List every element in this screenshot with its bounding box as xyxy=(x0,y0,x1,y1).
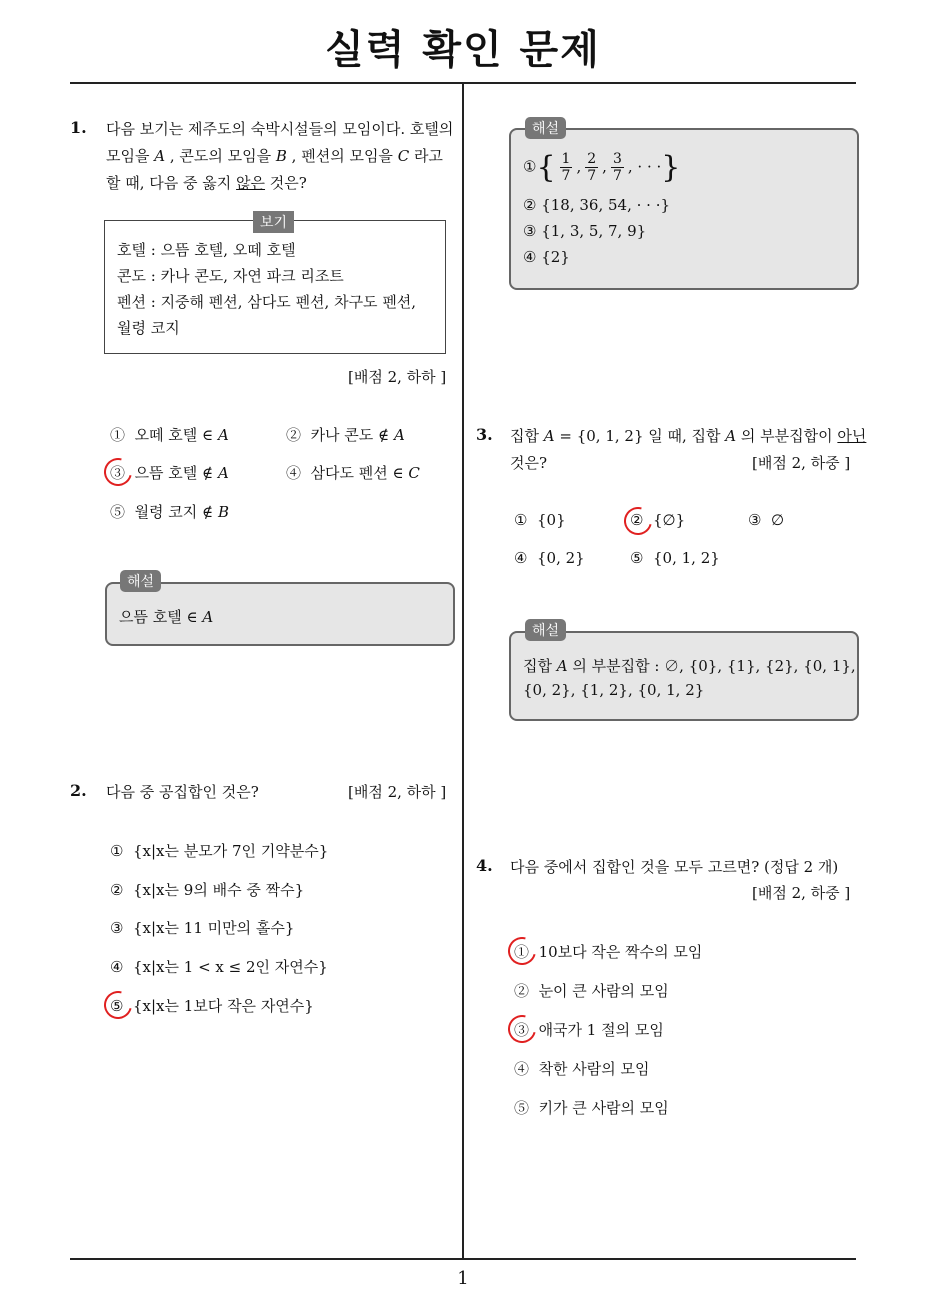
q3-solution-box xyxy=(509,631,859,721)
column-divider xyxy=(462,83,464,1259)
fraction: $\frac{3}{7}$ xyxy=(612,151,622,184)
q2-choice-2[interactable]: ② {x|x는 9의 배수 중 짝수} xyxy=(110,881,305,899)
q4-choice-5[interactable]: ⑤ 키가 큰 사람의 모임 xyxy=(514,1099,669,1117)
q4-choice-4[interactable]: ④ 착한 사람의 모임 xyxy=(514,1060,650,1078)
q2-solution-line2: ② {18, 36, 54, · · ·} xyxy=(523,196,671,214)
answer-mark-circle xyxy=(503,932,541,970)
q4-score: [배점 2, 하중 ] xyxy=(752,884,851,902)
q4-number: 4. xyxy=(476,856,493,875)
q2-choice-3[interactable]: ③ {x|x는 11 미만의 홀수} xyxy=(110,919,295,937)
q1-example-tag: 보기 xyxy=(253,211,294,233)
q3-stem-line1: 집합 A = {0, 1, 2} 일 때, 집합 A 의 부분집합이 아닌 xyxy=(510,427,867,445)
answer-mark-circle xyxy=(503,1010,541,1048)
q1-example-line: 월령 코지 xyxy=(117,319,180,337)
q2-choice-1[interactable]: ① {x|x는 분모가 7인 기약분수} xyxy=(110,842,329,860)
q1-example-line: 호텔 : 으뜸 호텔, 오떼 호텔 xyxy=(117,241,296,259)
q1-choice-2[interactable]: ② 카나 콘도 ∉ A xyxy=(286,426,405,444)
q2-solution-tag: 해설 xyxy=(525,117,566,139)
q3-solution-tag: 해설 xyxy=(525,619,566,641)
q3-stem-line2: 것은? xyxy=(510,454,548,472)
page-title: 실력 확인 문제 xyxy=(325,27,601,73)
q3-solution-line2: {0, 2}, {1, 2}, {0, 1, 2} xyxy=(523,681,705,699)
q1-stem-line3: 할 때, 다음 중 옳지 않은 것은? xyxy=(106,174,307,192)
fraction: $\frac{1}{7}$ xyxy=(561,151,571,184)
q2-solution-box xyxy=(509,128,859,290)
q2-choice-5[interactable]: ⑤ {x|x는 1보다 작은 자연수} xyxy=(110,997,314,1015)
q1-stem-line2: 모임을 A , 콘도의 모임을 B , 펜션의 모임을 C 라고 xyxy=(106,147,443,165)
q4-stem: 다음 중에서 집합인 것을 모두 고르면? (정답 2 개) xyxy=(510,858,839,876)
q2-number: 2. xyxy=(70,781,87,800)
q2-stem: 다음 중 공집합인 것은? xyxy=(106,783,259,801)
q4-choice-3[interactable]: ③ 애국가 1 절의 모임 xyxy=(514,1021,664,1039)
q3-number: 3. xyxy=(476,425,493,444)
q1-choice-1[interactable]: ① 오떼 호텔 ∈ A xyxy=(110,426,229,444)
q3-choice-5[interactable]: ⑤ {0, 1, 2} xyxy=(630,549,720,567)
q2-score: [배점 2, 하하 ] xyxy=(348,783,447,801)
q3-choice-3[interactable]: ③ ∅ xyxy=(748,511,785,529)
q1-example-line: 펜션 : 지중해 펜션, 삼다도 펜션, 차구도 펜션, xyxy=(117,293,417,311)
q1-solution-text: 으뜸 호텔 ∈ A xyxy=(119,608,214,626)
q1-choice-4[interactable]: ④ 삼다도 펜션 ∈ C xyxy=(286,464,420,482)
answer-mark-circle xyxy=(99,453,137,491)
answer-mark-circle xyxy=(99,986,137,1024)
q1-number: 1. xyxy=(70,118,87,137)
q3-score: [배점 2, 하중 ] xyxy=(752,454,851,472)
answer-mark-circle xyxy=(619,502,657,540)
q1-stem-line1: 다음 보기는 제주도의 숙박시설들의 모임이다. 호텔의 xyxy=(106,120,454,138)
q1-score: [배점 2, 하하 ] xyxy=(348,368,447,386)
q4-choice-1[interactable]: ① 10보다 작은 짝수의 모임 xyxy=(514,943,703,961)
q1-example-box xyxy=(104,220,446,354)
q3-choice-2[interactable]: ② {∅} xyxy=(630,511,686,529)
q2-choice-4[interactable]: ④ {x|x는 1 < x ≤ 2인 자연수} xyxy=(110,958,328,976)
q1-example-line: 콘도 : 카나 콘도, 자연 파크 리조트 xyxy=(117,267,344,285)
q2-solution-line1: ①{ $\frac{1}{7}$ , $\frac{2}{7}$ , $\frac{3}{7}$ , · · ·} xyxy=(523,150,681,185)
q3-solution-line1: 집합 A 의 부분집합 : ∅, {0}, {1}, {2}, {0, 1}, xyxy=(523,657,856,675)
q1-choice-3[interactable]: ③ 으뜸 호텔 ∉ A xyxy=(110,464,229,482)
q3-choice-4[interactable]: ④ {0, 2} xyxy=(514,549,585,567)
fraction: $\frac{2}{7}$ xyxy=(587,151,597,184)
q2-solution-line4: ④ {2} xyxy=(523,248,570,266)
bottom-rule xyxy=(70,1258,856,1260)
q3-choice-1[interactable]: ① {0} xyxy=(514,511,566,529)
page-number: 1 xyxy=(457,1268,469,1289)
q1-choice-5[interactable]: ⑤ 월령 코지 ∉ B xyxy=(110,503,229,521)
q4-choice-2[interactable]: ② 눈이 큰 사람의 모임 xyxy=(514,982,669,1000)
q2-solution-line3: ③ {1, 3, 5, 7, 9} xyxy=(523,222,647,240)
q1-solution-tag: 해설 xyxy=(120,570,161,592)
